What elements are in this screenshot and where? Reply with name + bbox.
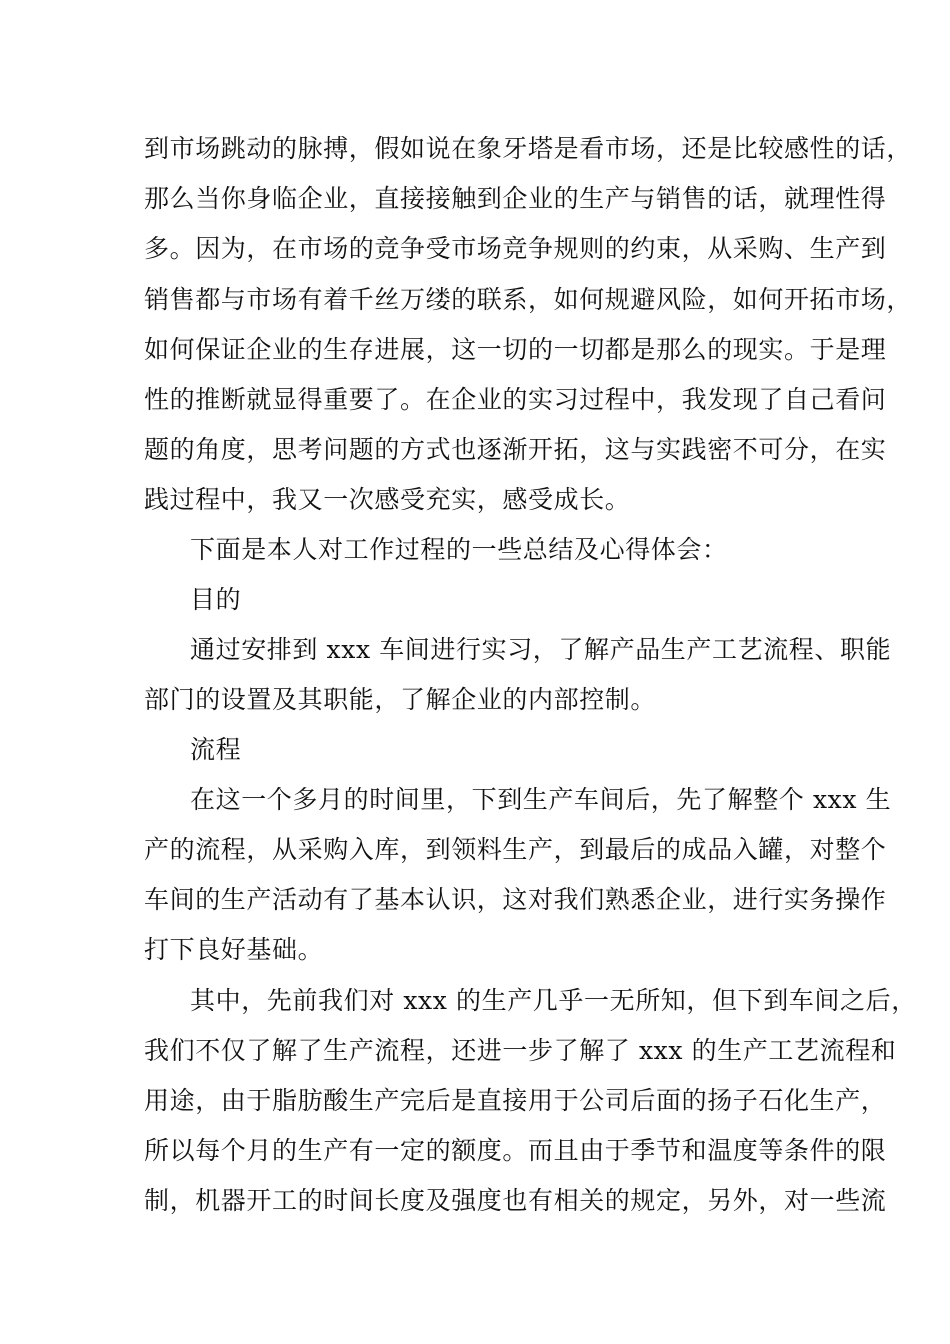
text-line-15: 产的流程，从采购入库，到领料生产，到最后的成品入罐，对整个 bbox=[144, 835, 887, 864]
text-line-22: 制，机器开工的时间长度及强度也有相关的规定，另外，对一些流 bbox=[144, 1186, 887, 1215]
section-heading-purpose: 目的 bbox=[190, 585, 242, 614]
text-line-3: 多。因为，在市场的竞争受市场竞争规则的约束，从采购、生产到 bbox=[144, 234, 887, 263]
text-line-6: 性的推断就显得重要了。在企业的实习过程中，我发现了自己看问 bbox=[144, 385, 887, 414]
text-line-7: 题的角度，思考问题的方式也逐渐开拓，这与实践密不可分，在实 bbox=[144, 435, 887, 464]
text-line-11: 通过安排到 xxx 车间进行实习，了解产品生产工艺流程、职能 bbox=[190, 635, 892, 664]
text-line-4: 销售都与市场有着千丝万缕的联系，如何规避风险，如何开拓市场， bbox=[144, 285, 913, 314]
text-line-17: 打下良好基础。 bbox=[144, 935, 324, 964]
text-line-21: 所以每个月的生产有一定的额度。而且由于季节和温度等条件的限 bbox=[144, 1136, 887, 1165]
text-line-16: 车间的生产活动有了基本认识，这对我们熟悉企业，进行实务操作 bbox=[144, 885, 887, 914]
text-line-18: 其中，先前我们对 xxx 的生产几乎一无所知，但下到车间之后， bbox=[190, 986, 917, 1015]
text-line-8: 践过程中，我又一次感受充实，感受成长。 bbox=[144, 485, 631, 514]
intro-paragraph: 下面是本人对工作过程的一些总结及心得体会： bbox=[190, 535, 728, 564]
text-line-12: 部门的设置及其职能，了解企业的内部控制。 bbox=[144, 685, 657, 714]
text-line-20: 用途，由于脂肪酸生产完后是直接用于公司后面的扬子石化生产， bbox=[144, 1086, 887, 1115]
section-heading-process: 流程 bbox=[190, 735, 242, 764]
text-line-1: 到市场跳动的脉搏，假如说在象牙塔是看市场，还是比较感性的话， bbox=[144, 134, 913, 163]
text-line-19: 我们不仅了解了生产流程，还进一步了解了 xxx 的生产工艺流程和 bbox=[144, 1036, 897, 1065]
text-line-5: 如何保证企业的生存进展，这一切的一切都是那么的现实。于是理 bbox=[144, 335, 887, 364]
text-line-2: 那么当你身临企业，直接接触到企业的生产与销售的话，就理性得 bbox=[144, 184, 887, 213]
text-line-14: 在这一个多月的时间里，下到生产车间后，先了解整个 xxx 生 bbox=[190, 785, 892, 814]
